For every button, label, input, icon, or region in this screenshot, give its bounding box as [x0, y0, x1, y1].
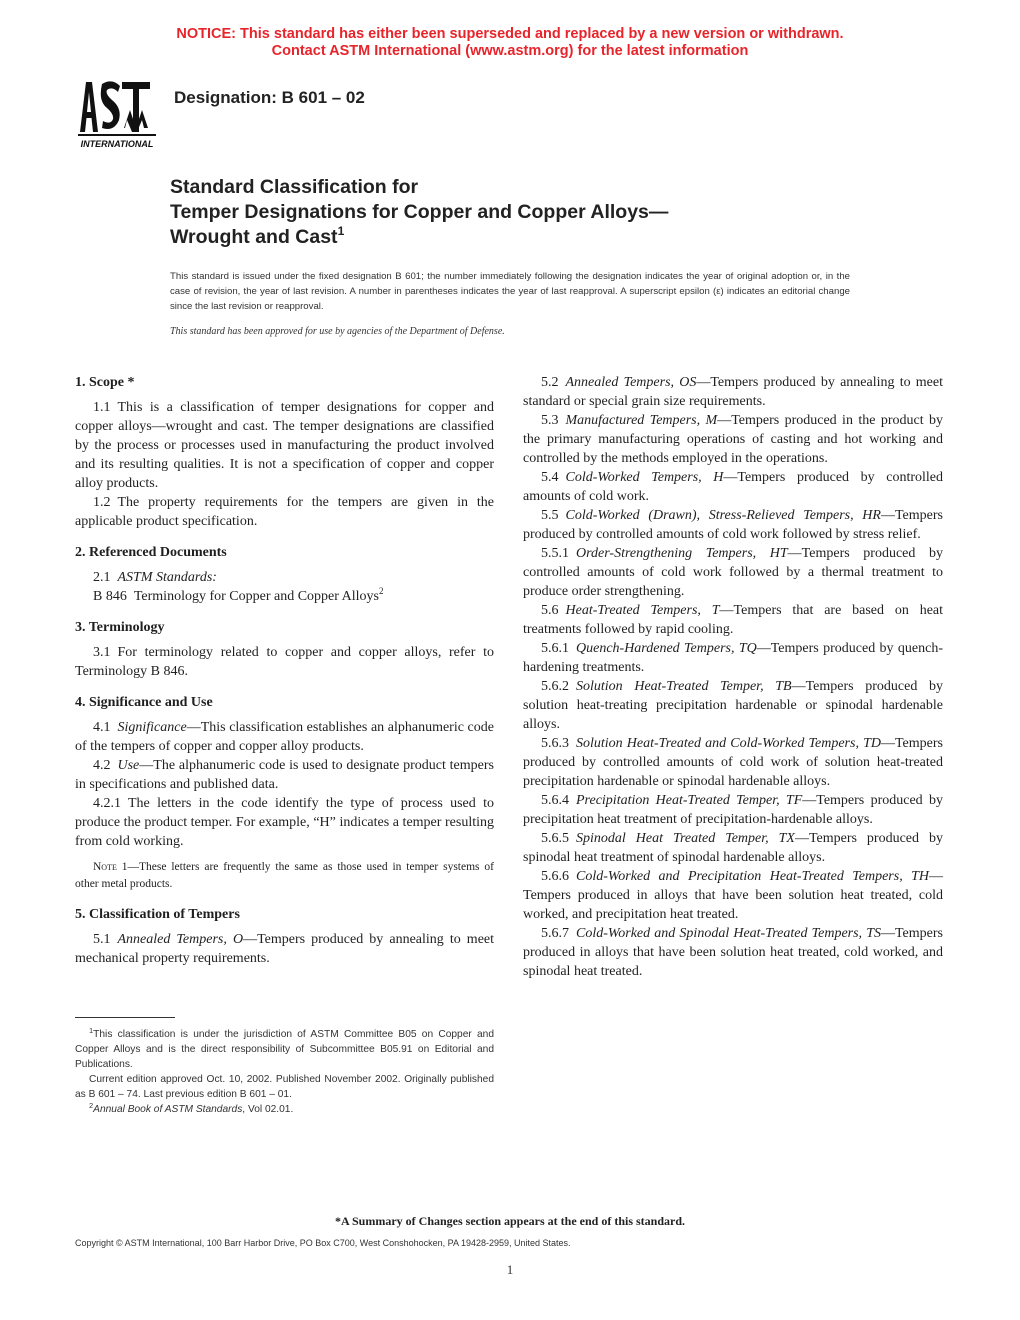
footnote-2: $^2$Annual Book of ASTM Standards, Vol 02.01. — [89, 1101, 294, 1115]
notice-line-2: Contact ASTM International (www.astm.org) for the latest information — [271, 43, 749, 59]
paragraph: 4.1 Significance—This classification establishes an alphanumeric code of the tempers of copper and copper alloy products. — [75, 720, 494, 754]
title-line-3: Wrought and Cast — [170, 226, 338, 248]
dod-approval: This standard has been approved for use by agencies of the Department of Defense. — [170, 326, 505, 337]
right-column — [523, 373, 943, 981]
page-number: 1 — [506, 1262, 514, 1277]
classification-item: 5.3 Manufactured Tempers, M—Tempers produced in the product by the primary manufacturing operations of casting and hot working and controlled by the methods employed in the operations. — [523, 413, 943, 466]
paragraph: 4.2 Use—The alphanumeric code is used to designate product tempers in specifications and published data. — [75, 758, 494, 792]
note-1: Note 1—These letters are frequently the same as those used in temper systems of other metal products. — [75, 861, 494, 890]
classification-item: 5.6.5 Spinodal Heat Treated Temper, TX—Tempers produced by spinodal heat treatment of spinodal hardenable alloys. — [523, 831, 944, 865]
classification-item: 5.6.7 Cold-Worked and Spinodal Heat-Treated Tempers, TS—Tempers produced in alloys that have been solution heat treated, cold worked, and spinodal heat treated. — [523, 926, 943, 979]
classification-item: 5.6.1 Quench-Hardened Tempers, TQ—Tempers produced by quench-hardening treatments. — [523, 641, 944, 675]
section-heading-referenced: 2. Referenced Documents — [75, 545, 227, 560]
paragraph: 4.2.1 The letters in the code identify the type of process used to produce the product temper. For example, “H” indicates a temper resulting from cold working. — [75, 796, 494, 849]
withdrawal-notice — [0, 26, 1020, 60]
paragraph: 1.1 This is a classification of temper designations for copper and copper alloys—wrought and cast. The temper designations are classified by the process or processes used in manufacturing the product involved and its resulting qualities. It is not a specification of copper and copper alloy products. — [75, 400, 494, 491]
paragraph: 2.1 ASTM Standards: — [93, 570, 217, 585]
classification-item: 5.6.4 Precipitation Heat-Treated Temper, TF—Tempers produced by precipitation heat treatment of precipitation-hardenable alloys. — [523, 793, 943, 827]
footnote-divider — [75, 1017, 175, 1018]
classification-item: 5.6 Heat-Treated Tempers, T—Tempers that are based on heat treatments followed by rapid cooling. — [523, 603, 944, 637]
summary-of-changes-note: *A Summary of Changes section appears at the end of this standard. — [334, 1214, 686, 1228]
referenced-document: B 846 Terminology for Copper and Copper Alloys$^2$ — [93, 586, 384, 604]
classification-item: 5.4 Cold-Worked Tempers, H—Tempers produced by controlled amounts of cold work. — [523, 470, 943, 504]
logo-subtitle: INTERNATIONAL — [80, 139, 154, 149]
document-title — [170, 175, 930, 250]
title-footnote-mark: 1 — [337, 224, 345, 238]
paragraph: 3.1 For terminology related to copper and copper alloys, refer to Terminology B 846. — [75, 645, 494, 679]
section-heading-scope: 1. Scope * — [75, 375, 135, 390]
designation: Designation: B 601 – 02 — [174, 88, 365, 107]
classification-item: 5.5.1 Order-Strengthening Tempers, HT—Tempers produced by controlled amounts of cold work followed by a thermal treatment to produce order strengthening. — [523, 546, 943, 599]
title-line-1: Standard Classification for — [170, 176, 419, 198]
astm-logo — [72, 74, 162, 152]
section-heading-classification: 5. Classification of Tempers — [75, 907, 240, 922]
notice-line-1: NOTICE: This standard has either been superseded and replaced by a new version or withdrawn. — [176, 26, 844, 42]
issuance-statement: This standard is issued under the fixed designation B 601; the number immediately following the designation indicates the year of original adoption or, in the case of revision, the year of last revision. A number in parentheses indicates the year of last reapproval. A superscript epsilon (ε) indicates an editorial change since the last revision or reapproval. — [170, 271, 850, 312]
copyright: Copyright © ASTM International, 100 Barr Harbor Drive, PO Box C700, West Conshohocken, PA 19428-2959, United States. — [75, 1238, 571, 1248]
classification-item: 5.6.3 Solution Heat-Treated and Cold-Worked Tempers, TD—Tempers produced by controlled amounts of cold work of solution heat-treated precipitation hardenable or spinodal hardenable alloys. — [523, 736, 943, 789]
section-heading-significance: 4. Significance and Use — [75, 695, 213, 710]
classification-item: 5.1 Annealed Tempers, O—Tempers produced by annealing to meet mechanical property requirements. — [75, 932, 495, 966]
classification-item: 5.5 Cold-Worked (Drawn), Stress-Relieved Tempers, HR—Tempers produced by controlled amounts of cold work followed by stress relief. — [523, 508, 943, 542]
section-heading-terminology: 3. Terminology — [75, 620, 165, 635]
footnote-1-edition: Current edition approved Oct. 10, 2002. Published November 2002. Originally published as B 601 – 74. Last previous edition B 601 – 01. — [75, 1074, 494, 1100]
classification-item: 5.6.2 Solution Heat-Treated Temper, TB—Tempers produced by solution heat-treating precipitation hardenable or spinodal hardenable alloys. — [523, 679, 944, 732]
paragraph: 1.2 The property requirements for the tempers are given in the applicable product specification. — [75, 495, 494, 529]
classification-item: 5.2 Annealed Tempers, OS—Tempers produced by annealing to meet standard or special grain size requirements. — [523, 375, 944, 409]
classification-item: 5.6.6 Cold-Worked and Precipitation Heat-Treated Tempers, TH—Tempers produced in alloys that have been solution heat treated, cold worked, and precipitation heat treated. — [523, 869, 943, 922]
left-column — [75, 373, 494, 968]
footnote-1: $^1$This classification is under the jurisdiction of ASTM Committee B05 on Copper and Copper Alloys and is the direct responsibility of Subcommittee B05.91 on Editorial and Publications. — [75, 1026, 494, 1070]
footnotes — [75, 1027, 494, 1117]
title-line-2: Temper Designations for Copper and Copper Alloys— — [170, 201, 669, 223]
